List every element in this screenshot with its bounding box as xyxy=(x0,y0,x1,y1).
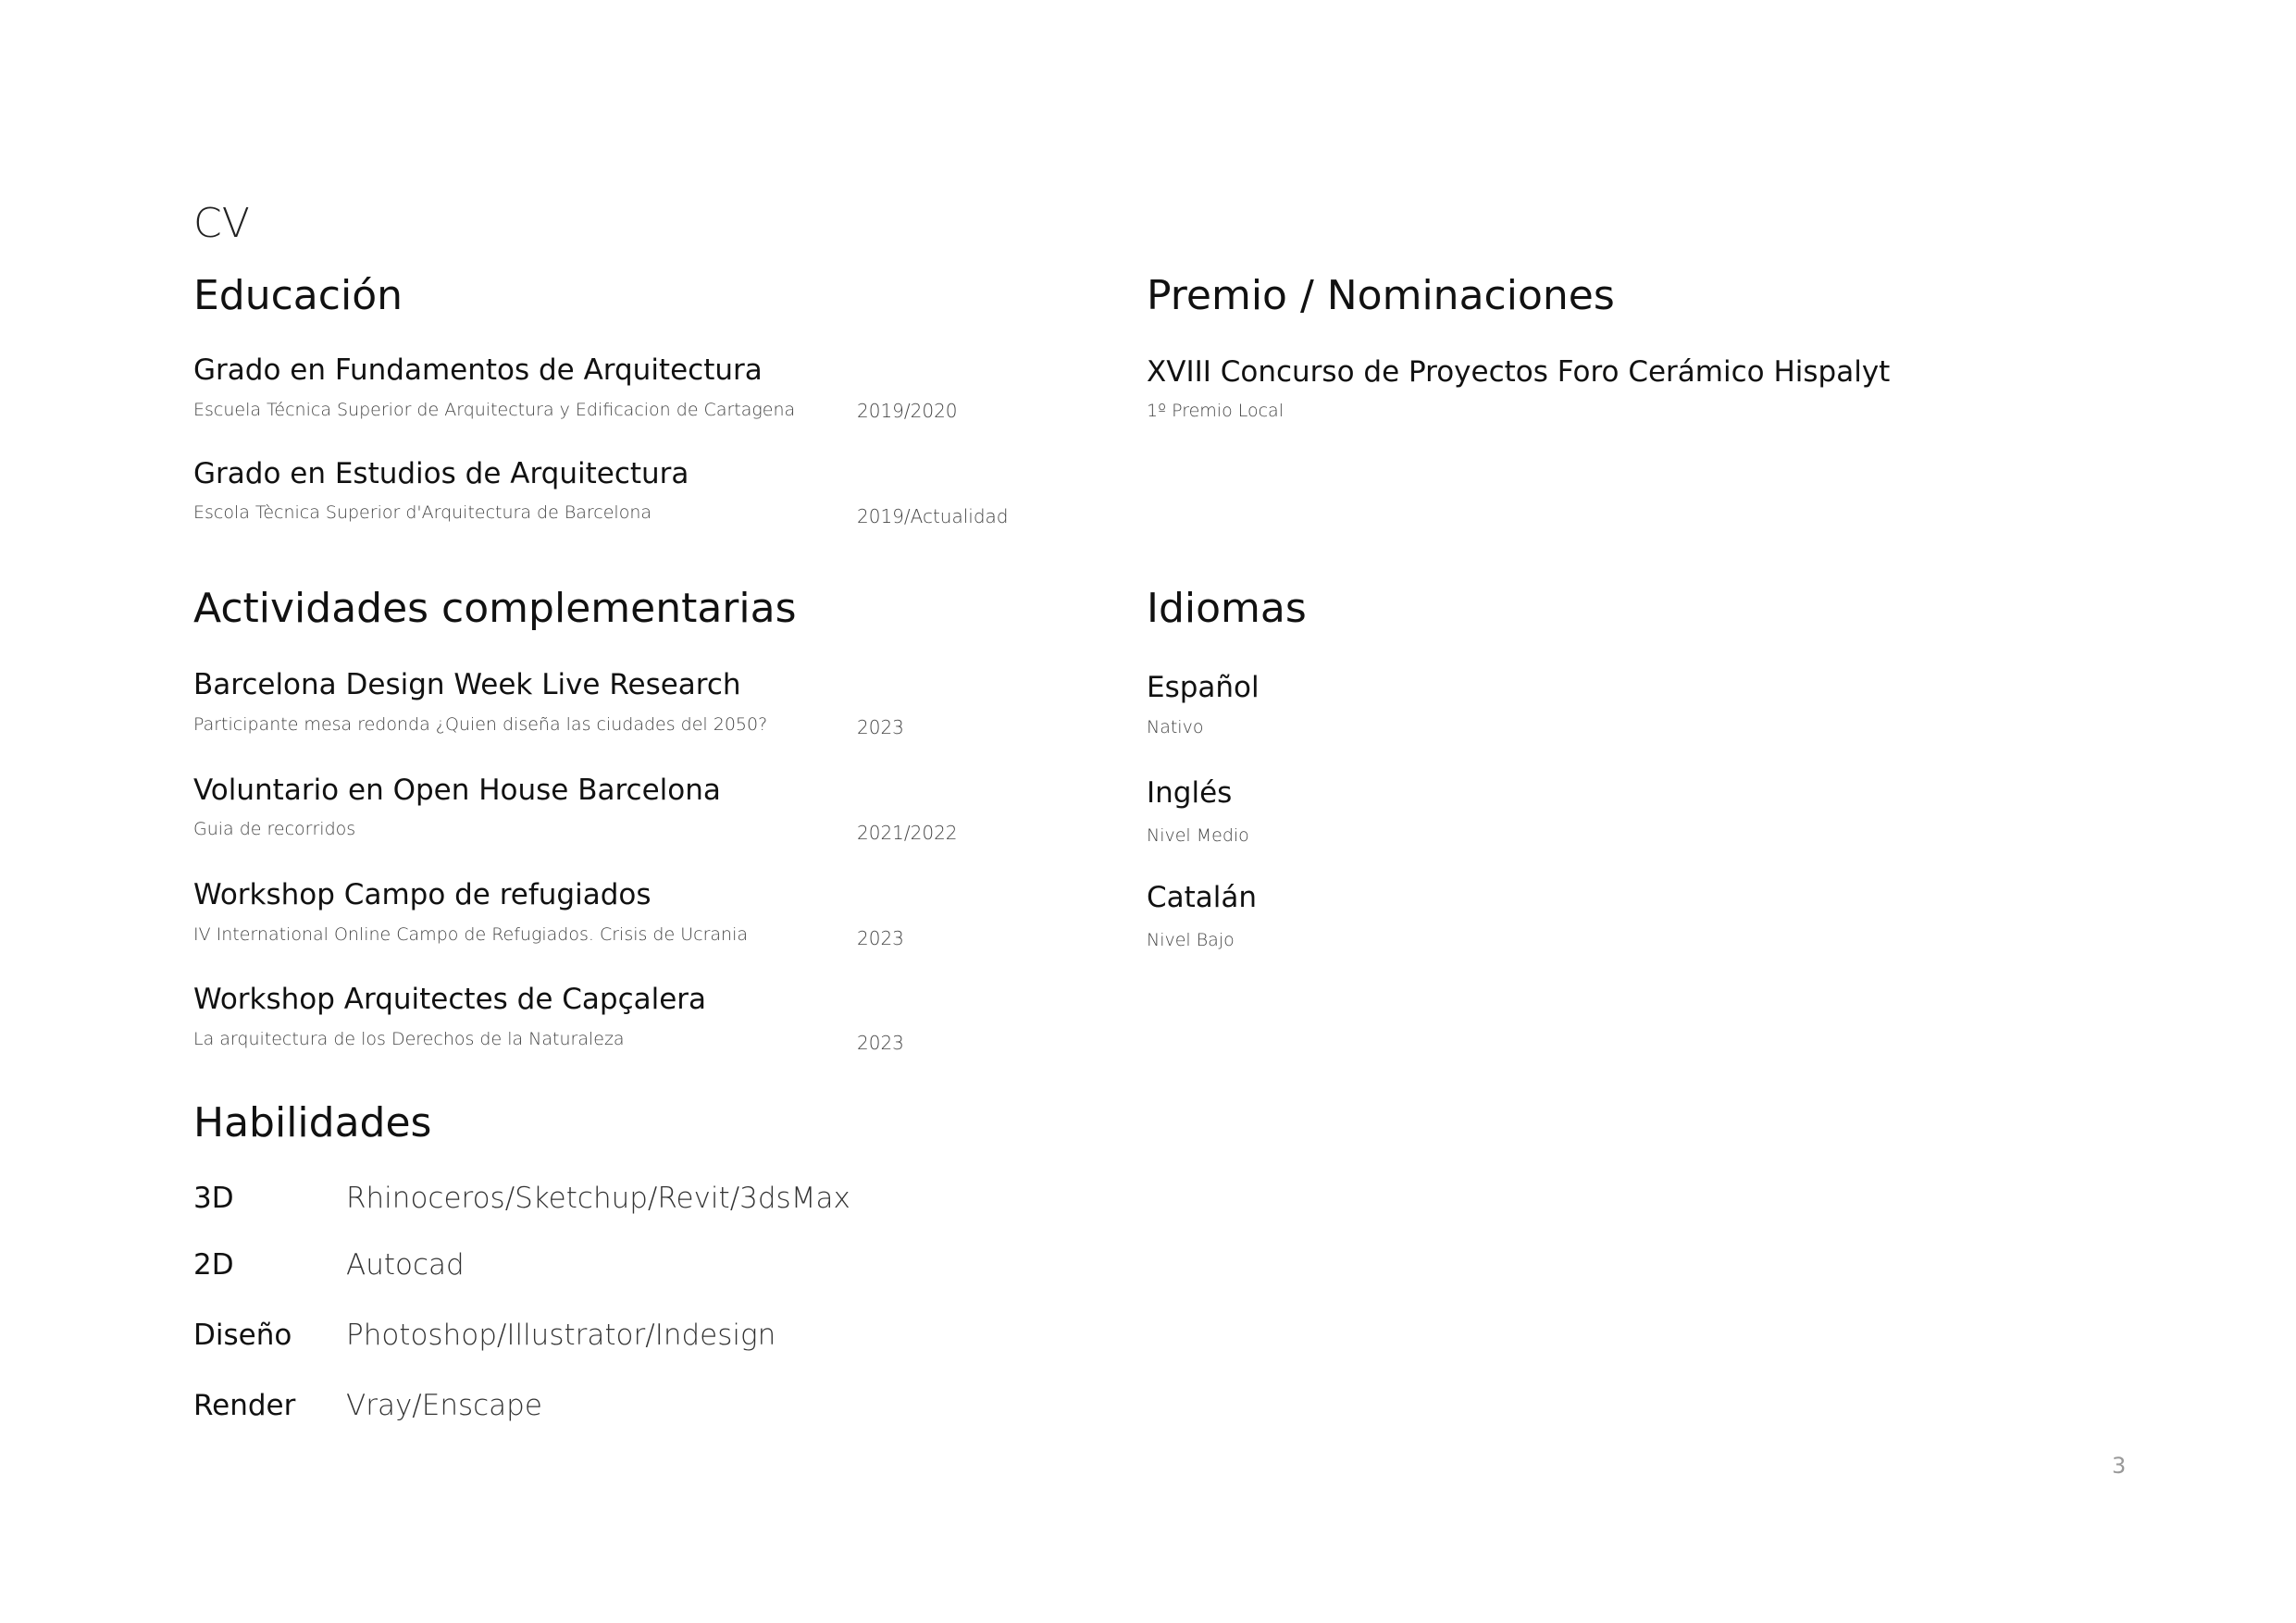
activity-item-date: 2021/2022 xyxy=(857,822,958,844)
education-item-date: 2019/Actualidad xyxy=(857,505,1009,527)
education-item-date: 2019/2020 xyxy=(857,400,958,422)
skill-value: Rhinoceros/Sketchup/Revit/3dsMax xyxy=(346,1182,850,1215)
activities-heading: Actividades complementarias xyxy=(193,585,797,632)
activity-item-title: Voluntario en Open House Barcelona xyxy=(193,774,721,807)
activity-item-date: 2023 xyxy=(857,716,904,738)
language-name: Catalán xyxy=(1147,881,1258,914)
award-item-title: XVIII Concurso de Proyectos Foro Cerámico Hispalyt xyxy=(1147,355,1891,389)
skills-heading: Habilidades xyxy=(193,1099,432,1146)
page-number: 3 xyxy=(2112,1453,2127,1479)
activity-item-title: Workshop Arquitectes de Capçalera xyxy=(193,983,707,1016)
language-name: Inglés xyxy=(1147,776,1233,810)
activity-item-date: 2023 xyxy=(857,927,904,949)
activity-item-title: Workshop Campo de refugiados xyxy=(193,878,652,911)
languages-heading: Idiomas xyxy=(1147,585,1307,632)
activity-item-title: Barcelona Design Week Live Research xyxy=(193,668,741,701)
education-item-title: Grado en Fundamentos de Arquitectura xyxy=(193,353,763,387)
skill-label: Diseño xyxy=(193,1319,292,1352)
language-level: Nivel Bajo xyxy=(1147,930,1235,950)
skill-label: 2D xyxy=(193,1248,234,1282)
activity-item-detail: Participante mesa redonda ¿Quien diseña las ciudades del 2050? xyxy=(193,714,768,735)
activity-item-date: 2023 xyxy=(857,1032,904,1054)
activity-item-detail: La arquitectura de los Derechos de la Naturaleza xyxy=(193,1029,625,1049)
skill-value: Photoshop/Illustrator/Indesign xyxy=(346,1319,776,1352)
awards-heading: Premio / Nominaciones xyxy=(1147,272,1615,319)
language-level: Nivel Medio xyxy=(1147,825,1249,846)
activity-item-detail: Guia de recorridos xyxy=(193,819,356,839)
language-level: Nativo xyxy=(1147,717,1204,737)
education-item-institution: Escuela Técnica Superior de Arquitectura y Edificacion de Cartagena xyxy=(193,400,796,420)
skill-value: Autocad xyxy=(346,1248,465,1282)
education-heading: Educación xyxy=(193,272,403,319)
skill-value: Vray/Enscape xyxy=(346,1389,542,1422)
page-title: CV xyxy=(193,200,250,247)
award-item-detail: 1º Premio Local xyxy=(1147,401,1284,421)
education-item-institution: Escola Tècnica Superior d'Arquitectura de Barcelona xyxy=(193,502,652,523)
education-item-title: Grado en Estudios de Arquitectura xyxy=(193,457,689,490)
skill-label: 3D xyxy=(193,1182,234,1215)
activity-item-detail: IV International Online Campo de Refugiados. Crisis de Ucrania xyxy=(193,924,748,945)
skill-label: Render xyxy=(193,1389,296,1422)
language-name: Español xyxy=(1147,671,1260,704)
